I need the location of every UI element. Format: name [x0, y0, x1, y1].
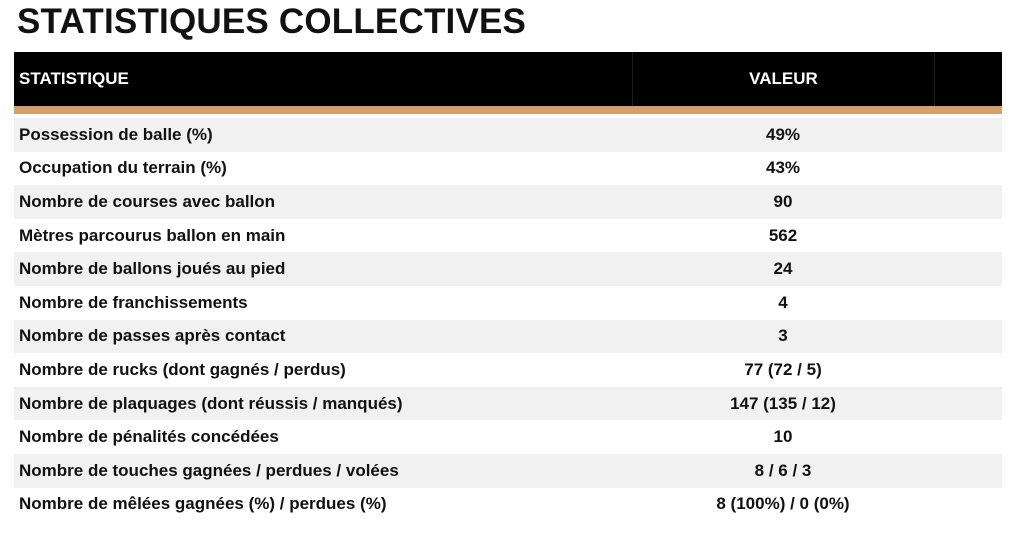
row-value: 24	[773, 259, 793, 279]
table-row	[14, 219, 1002, 253]
table-row	[14, 152, 1002, 186]
header-empty-cell	[934, 52, 1002, 106]
row-value: 8 (100%) / 0 (0%)	[716, 494, 850, 514]
page-title: STATISTIQUES COLLECTIVES	[17, 2, 527, 41]
table-row	[14, 185, 1002, 219]
row-value: 43%	[765, 158, 801, 178]
row-value: 4	[778, 292, 788, 312]
table-header	[14, 52, 1002, 106]
row-value: 8 / 6 / 3	[754, 460, 812, 480]
row-label: Possession de balle (%)	[19, 124, 213, 144]
row-value: 90	[773, 191, 793, 211]
header-value: VALEUR	[632, 52, 934, 106]
header-accent-bar	[14, 106, 1002, 114]
row-value: 3	[778, 326, 788, 346]
row-value: 49%	[765, 124, 801, 144]
table-row	[14, 387, 1002, 421]
row-label: Mètres parcourus ballon en main	[19, 225, 286, 245]
row-label: Nombre de passes après contact	[19, 326, 286, 346]
stats-table	[14, 52, 1002, 521]
row-label: Nombre de courses avec ballon	[19, 191, 276, 211]
table-row	[14, 488, 1002, 522]
row-label: Occupation du terrain (%)	[19, 158, 227, 178]
table-row	[14, 454, 1002, 488]
table-row	[14, 420, 1002, 454]
table-row	[14, 353, 1002, 387]
row-label: Nombre de mêlées gagnées (%) / perdues (%)	[19, 494, 387, 514]
row-label: Nombre de ballons joués au pied	[19, 259, 286, 279]
row-value: 10	[773, 427, 793, 447]
table-row	[14, 320, 1002, 354]
row-label: Nombre de rucks (dont gagnés / perdus)	[19, 359, 346, 379]
row-label: Nombre de franchissements	[19, 292, 248, 312]
row-value: 562	[768, 225, 798, 245]
row-label: Nombre de touches gagnées / perdues / volées	[19, 460, 399, 480]
row-value: 147 (135 / 12)	[730, 393, 836, 413]
table-row	[14, 286, 1002, 320]
table-row	[14, 118, 1002, 152]
row-value: 77 (72 / 5)	[744, 359, 822, 379]
row-label: Nombre de plaquages (dont réussis / manqués)	[19, 393, 403, 413]
header-statistic: STATISTIQUE	[19, 69, 129, 88]
row-label: Nombre de pénalités concédées	[19, 427, 279, 447]
table-row	[14, 252, 1002, 286]
